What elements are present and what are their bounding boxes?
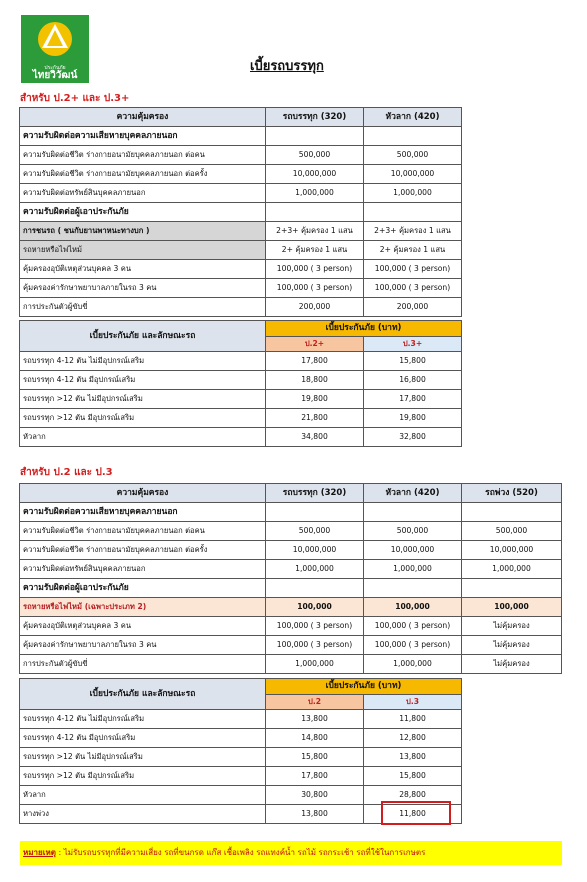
group-title: ความรับผิดต่อผู้เอาประกันภัย	[20, 579, 266, 598]
row-label: ความรับผิดต่อชีวิต ร่างกายอนามัยบุคคลภายนอก ต่อครั้ง	[20, 541, 266, 560]
header-cell: รถบรรทุก (320)	[266, 108, 364, 127]
table-row	[20, 541, 562, 560]
logo-name: ไทยวิวัฒน์	[32, 70, 78, 81]
group-title: ความรับผิดต่อความเสียหายบุคคลภายนอก	[20, 127, 266, 146]
header-cell: ความคุ้มครอง	[20, 108, 266, 127]
company-logo	[21, 15, 89, 83]
row-label: ความรับผิดต่อชีวิต ร่างกายอนามัยบุคคลภายนอก ต่อคน	[20, 522, 266, 541]
row-value: 10,000,000	[364, 165, 462, 184]
row-value: 11,800	[364, 805, 462, 824]
row-label: หางพ่วง	[20, 805, 266, 824]
table-row	[20, 184, 462, 203]
table-row	[20, 729, 462, 748]
table-row	[20, 598, 562, 617]
row-value: 1,000,000	[364, 560, 462, 579]
premium-header-left: เบี้ยประกันภัย และลักษณะรถ	[20, 321, 266, 352]
row-label: รถหายหรือไฟไหม้	[20, 241, 266, 260]
row-value: 100,000 ( 3 person)	[364, 636, 462, 655]
row-value: 2+3+ คุ้มครอง 1 แสน	[364, 222, 462, 241]
coverage-table-1	[19, 107, 462, 317]
row-value: 10,000,000	[266, 165, 364, 184]
note-banner	[20, 841, 562, 865]
row-value: 17,800	[364, 390, 462, 409]
header-cell: หัวลาก (420)	[364, 108, 462, 127]
table-header-row	[20, 108, 462, 127]
header-cell: รถพ่วง (520)	[462, 484, 562, 503]
note-label: หมายเหตุ	[23, 848, 56, 857]
row-label: ความรับผิดต่อชีวิต ร่างกายอนามัยบุคคลภายนอก ต่อครั้ง	[20, 165, 266, 184]
row-value: 1,000,000	[462, 560, 562, 579]
row-value: 10,000,000	[364, 541, 462, 560]
row-label: รถบรรทุก >12 ตัน ไม่มีอุปกรณ์เสริม	[20, 748, 266, 767]
row-value: 2+ คุ้มครอง 1 แสน	[364, 241, 462, 260]
row-value: 10,000,000	[462, 541, 562, 560]
table-row	[20, 165, 462, 184]
row-label: คุ้มครองอุบัติเหตุส่วนบุคคล 3 คน	[20, 260, 266, 279]
row-value: 15,800	[266, 748, 364, 767]
row-value: 10,000,000	[266, 541, 364, 560]
row-value: 500,000	[266, 146, 364, 165]
row-value: 100,000	[462, 598, 562, 617]
row-label: คุ้มครองอุบัติเหตุส่วนบุคคล 3 คน	[20, 617, 266, 636]
row-value: 30,800	[266, 786, 364, 805]
row-value: 100,000	[266, 598, 364, 617]
row-label: หัวลาก	[20, 428, 266, 447]
row-value: 19,800	[364, 409, 462, 428]
row-value: 1,000,000	[364, 184, 462, 203]
row-label: รถบรรทุก 4-12 ตัน ไม่มีอุปกรณ์เสริม	[20, 710, 266, 729]
table-row	[20, 767, 462, 786]
premium-col-p3: ป.3	[364, 694, 462, 710]
row-value: ไม่คุ้มครอง	[462, 617, 562, 636]
header-cell: รถบรรทุก (320)	[266, 484, 364, 503]
table-row	[20, 409, 462, 428]
table-row	[20, 522, 562, 541]
row-value: 500,000	[462, 522, 562, 541]
section2-heading: สำหรับ ป.2 และ ป.3	[20, 467, 113, 478]
row-value: 28,800	[364, 786, 462, 805]
table-row	[20, 352, 462, 371]
table-row	[20, 390, 462, 409]
table-row	[20, 560, 562, 579]
row-value: 1,000,000	[364, 655, 462, 674]
row-label: คุ้มครองค่ารักษาพยาบาลภายในรถ 3 คน	[20, 279, 266, 298]
table-row	[20, 222, 462, 241]
row-value: ไม่คุ้มครอง	[462, 655, 562, 674]
table-row	[20, 298, 462, 317]
header-cell: หัวลาก (420)	[364, 484, 462, 503]
row-value: 13,800	[364, 748, 462, 767]
row-label: ความรับผิดต่อชีวิต ร่างกายอนามัยบุคคลภายนอก ต่อคน	[20, 146, 266, 165]
row-value: 21,800	[266, 409, 364, 428]
row-value: 2+3+ คุ้มครอง 1 แสน	[266, 222, 364, 241]
table-row	[20, 617, 562, 636]
row-value: 500,000	[266, 522, 364, 541]
row-label: รถบรรทุก 4-12 ตัน มีอุปกรณ์เสริม	[20, 729, 266, 748]
note-text: : ไม่รับรถบรรทุกที่มีความเสี่ยง รถที่ขนกรด แก๊ส เชื้อเพลิง รถแทงค์น้ำ รถไม้ รถกระเช้า รถที่ใช้ในการเกษตร	[55, 848, 426, 857]
row-value: 100,000 ( 3 person)	[266, 617, 364, 636]
row-value: 100,000 ( 3 person)	[364, 260, 462, 279]
row-label: รถหายหรือไฟไหม้ (เฉพาะประเภท 2)	[20, 598, 266, 617]
section1-heading: สำหรับ ป.2+ และ ป.3+	[20, 93, 130, 104]
row-label: รถบรรทุก 4-12 ตัน มีอุปกรณ์เสริม	[20, 371, 266, 390]
row-label: ความรับผิดต่อทรัพย์สินบุคคลภายนอก	[20, 184, 266, 203]
table-row	[20, 748, 462, 767]
row-value: 34,800	[266, 428, 364, 447]
coverage-table-2	[19, 483, 562, 674]
highlight-box	[381, 801, 451, 825]
premium-col-p2: ป.2	[266, 694, 364, 710]
table-row	[20, 710, 462, 729]
row-label: ความรับผิดต่อทรัพย์สินบุคคลภายนอก	[20, 560, 266, 579]
row-label: รถบรรทุก >12 ตัน มีอุปกรณ์เสริม	[20, 409, 266, 428]
row-value: 100,000 ( 3 person)	[266, 636, 364, 655]
row-label: การประกันตัวผู้ขับขี่	[20, 655, 266, 674]
row-value: 100,000	[364, 598, 462, 617]
row-value: 1,000,000	[266, 560, 364, 579]
row-value: 19,800	[266, 390, 364, 409]
table-row	[20, 260, 462, 279]
row-value: 1,000,000	[266, 655, 364, 674]
logo-small-text: ประกันภัย	[44, 65, 66, 71]
table-row	[20, 279, 462, 298]
row-value: 100,000 ( 3 person)	[364, 279, 462, 298]
row-value: 100,000 ( 3 person)	[364, 617, 462, 636]
row-value: 200,000	[266, 298, 364, 317]
row-label: รถบรรทุก >12 ตัน ไม่มีอุปกรณ์เสริม	[20, 390, 266, 409]
premium-col-p3plus: ป.3+	[364, 336, 462, 352]
table-row	[20, 655, 562, 674]
header-cell: ความคุ้มครอง	[20, 484, 266, 503]
premium-table-1	[19, 320, 462, 447]
row-label: การประกันตัวผู้ขับขี่	[20, 298, 266, 317]
row-value: 200,000	[364, 298, 462, 317]
table-header-row	[20, 484, 562, 503]
logo-emblem-icon	[21, 15, 89, 65]
row-value: 15,800	[364, 352, 462, 371]
group-title: ความรับผิดต่อผู้เอาประกันภัย	[20, 203, 266, 222]
row-value: 100,000 ( 3 person)	[266, 279, 364, 298]
row-value: 32,800	[364, 428, 462, 447]
row-value: 15,800	[364, 767, 462, 786]
row-value: 1,000,000	[266, 184, 364, 203]
table-row	[20, 146, 462, 165]
table-row	[20, 241, 462, 260]
row-label: รถบรรทุก >12 ตัน มีอุปกรณ์เสริม	[20, 767, 266, 786]
row-value: 17,800	[266, 767, 364, 786]
row-value: 11,800	[364, 710, 462, 729]
row-value: 13,800	[266, 710, 364, 729]
row-label: การชนรถ ( ชนกับยานพาหนะทางบก )	[20, 222, 266, 241]
row-value: 500,000	[364, 146, 462, 165]
row-label: คุ้มครองค่ารักษาพยาบาลภายในรถ 3 คน	[20, 636, 266, 655]
table-row	[20, 371, 462, 390]
premium-header-left: เบี้ยประกันภัย และลักษณะรถ	[20, 679, 266, 710]
row-value: 18,800	[266, 371, 364, 390]
row-value: 2+ คุ้มครอง 1 แสน	[266, 241, 364, 260]
row-value: 13,800	[266, 805, 364, 824]
group-title: ความรับผิดต่อความเสียหายบุคคลภายนอก	[20, 503, 266, 522]
row-value: 500,000	[364, 522, 462, 541]
row-label: หัวลาก	[20, 786, 266, 805]
row-value: 100,000 ( 3 person)	[266, 260, 364, 279]
row-value: 17,800	[266, 352, 364, 371]
row-label: รถบรรทุก 4-12 ตัน ไม่มีอุปกรณ์เสริม	[20, 352, 266, 371]
premium-header-top: เบี้ยประกันภัย (บาท)	[266, 679, 462, 695]
row-value: 16,800	[364, 371, 462, 390]
row-value: 14,800	[266, 729, 364, 748]
premium-col-p2plus: ป.2+	[266, 336, 364, 352]
row-value: 12,800	[364, 729, 462, 748]
page-title: เบี้ยรถบรรทุก	[250, 59, 324, 74]
table-row	[20, 428, 462, 447]
premium-header-top: เบี้ยประกันภัย (บาท)	[266, 321, 462, 337]
row-value: ไม่คุ้มครอง	[462, 636, 562, 655]
table-row	[20, 636, 562, 655]
